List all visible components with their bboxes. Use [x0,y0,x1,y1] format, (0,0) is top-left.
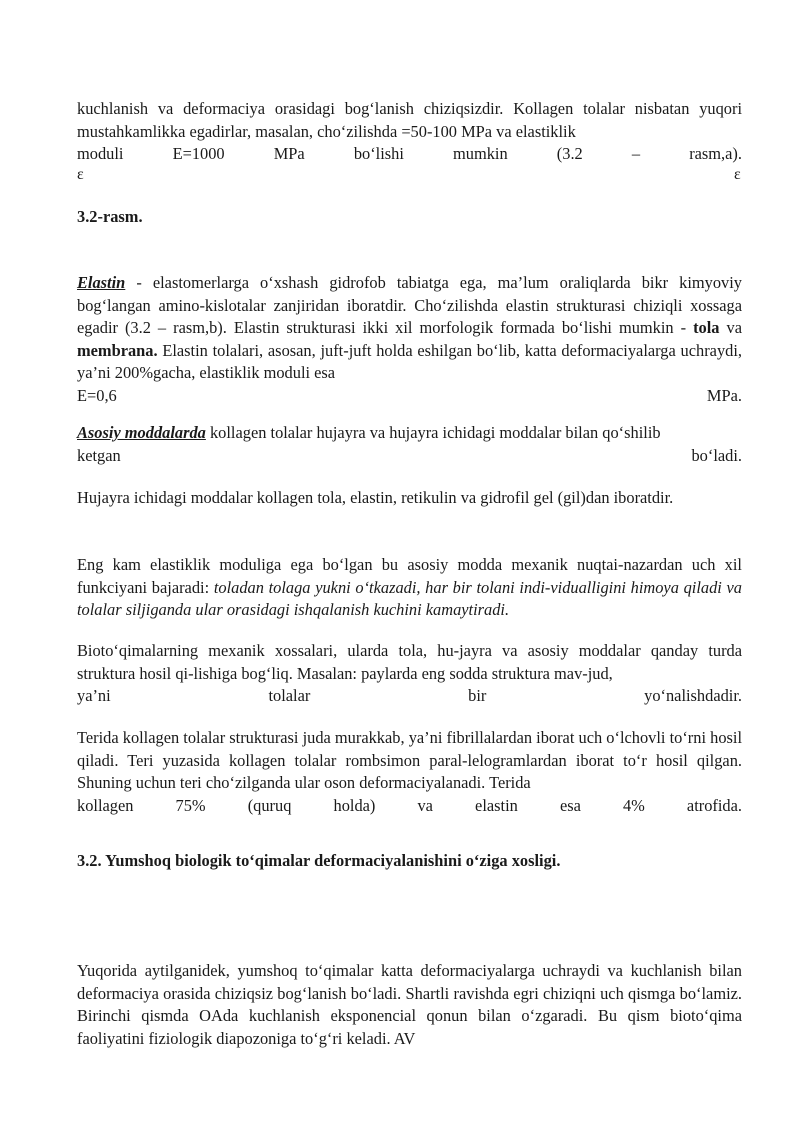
paragraph-last-line: ketgan bo‘ladi. [77,445,742,465]
text-segment: Elastin tolalari, asosan, juft-juft holda eshilgan bo‘lib, katta deformaciyalarga uchraydi, ya’ni 200%gacha, elastiklik moduli esa [77,340,742,382]
paragraph-asosiy-moddalar [77,422,742,467]
text-segment: Eng kam elastiklik moduliga ega bo‘lgan bu asosiy modda mexanik nuqtai-nazardan uch xil funkciyani bajaradi: [77,555,742,597]
paragraph-asosiy-modda-funkciya [77,554,742,622]
paragraph-text [77,422,742,445]
figure-epsilon-right: ε [734,166,741,183]
paragraph-teri [77,727,742,817]
term-elastin: Elastin [77,273,126,292]
figure-epsilon-left: ε [77,166,84,183]
paragraph-last-line: moduli E=1000 MPa bo‘lishi mumkin (3.2 – rasm,a). [77,144,742,163]
text-segment: va [719,318,742,337]
paragraph-hujayra: Hujayra ichidagi moddalar kollagen tola, elastin, retikulin va gidrofil gel (gil)dan iboratdir. [77,488,674,507]
paragraph-text: Terida kollagen tolalar strukturasi juda murakkab, ya’ni fibrillalardan iborat uch o‘lchovli to‘rni hosil qiladi. Teri yuzasida kollagen tolalar rombsimon paral-lelogramlardan iborat to‘r hosil qilgan. Shuning uchun teri cho‘zilganda ular oson deformaciyalanadi. Terida [77,728,742,792]
term-membrana: membrana. [77,340,158,360]
term-asosiy-moddalarda: Asosiy moddalarda [77,423,206,442]
paragraph-yumshoq-toqimalar: Yuqorida aytilganidek, yumshoq to‘qimalar katta deformaciyalarga uchraydi va kuchlanish bilan deformaciya orasida chiziqsiz bog‘lanish bo‘ladi. Shartli ravishda egri chiziqni uch qismga bo‘lamiz. Birinchi qismda OAda kuchlanish eksponencial qonun bilan o‘zgaradi. Bu qism bioto‘qima faoliyatini fiziologik diapozoniga to‘g‘ri keladi. AV [77,961,742,1048]
paragraph-last-line: kollagen 75% (quruq holda) va elastin esa 4% atrofida. [77,795,742,815]
text-segment: - elastomerlarga o‘xshash gidrofob tabiatga ega, ma’lum oraliqlarda bikr kimyoviy bog‘langan amino-kislotalar zanjiridan iboratdir. Cho‘zilishda elastin strukturasi chiziqli xossaga egadir (3.2 – rasm,b). Elastin strukturasi ikki xil morfologik formada bo‘lishi mumkin - [77,273,742,337]
paragraph-last-line: E=0,6 MPa. [77,385,742,405]
paragraph-text: kuchlanish va deformaciya orasidagi bog‘lanish chiziqsizdir. Kollagen tolalar nisbatan yuqori mustahkamlikka egadirlar, masalan, cho‘zilishda =50-100 MPa va elastiklik [77,99,742,141]
paragraph-biotoqimalar [77,640,742,708]
paragraph-text [77,272,742,385]
text-segment: kollagen tolalar hujayra va hujayra ichidagi moddalar bilan qo‘shilib [205,423,661,442]
paragraph-elastin [77,272,742,407]
term-tola: tola [693,318,720,337]
figure-caption: 3.2-rasm. [77,207,143,226]
section-heading: 3.2. Yumshoq biologik to‘qimalar deformaciyalanishini o‘ziga xosligi. [77,851,561,870]
paragraph-kollagen [77,98,742,166]
italic-text: toladan tolaga yukni o‘tkazadi, har bir tolani indi-vidualligini himoya qiladi va tolalar siljiganda ular orasidagi ishqalanish kuchini kamaytiradi. [77,577,743,619]
paragraph-text: Bioto‘qimalarning mexanik xossalari, ularda tola, hu-jayra va asosiy moddalar qanday turda struktura hosil qi-lishiga bog‘liq. Masalan: paylarda eng sodda struktura mav-jud, [77,641,742,683]
paragraph-last-line: ya’ni tolalar bir yo‘nalishdadir. [77,686,742,705]
